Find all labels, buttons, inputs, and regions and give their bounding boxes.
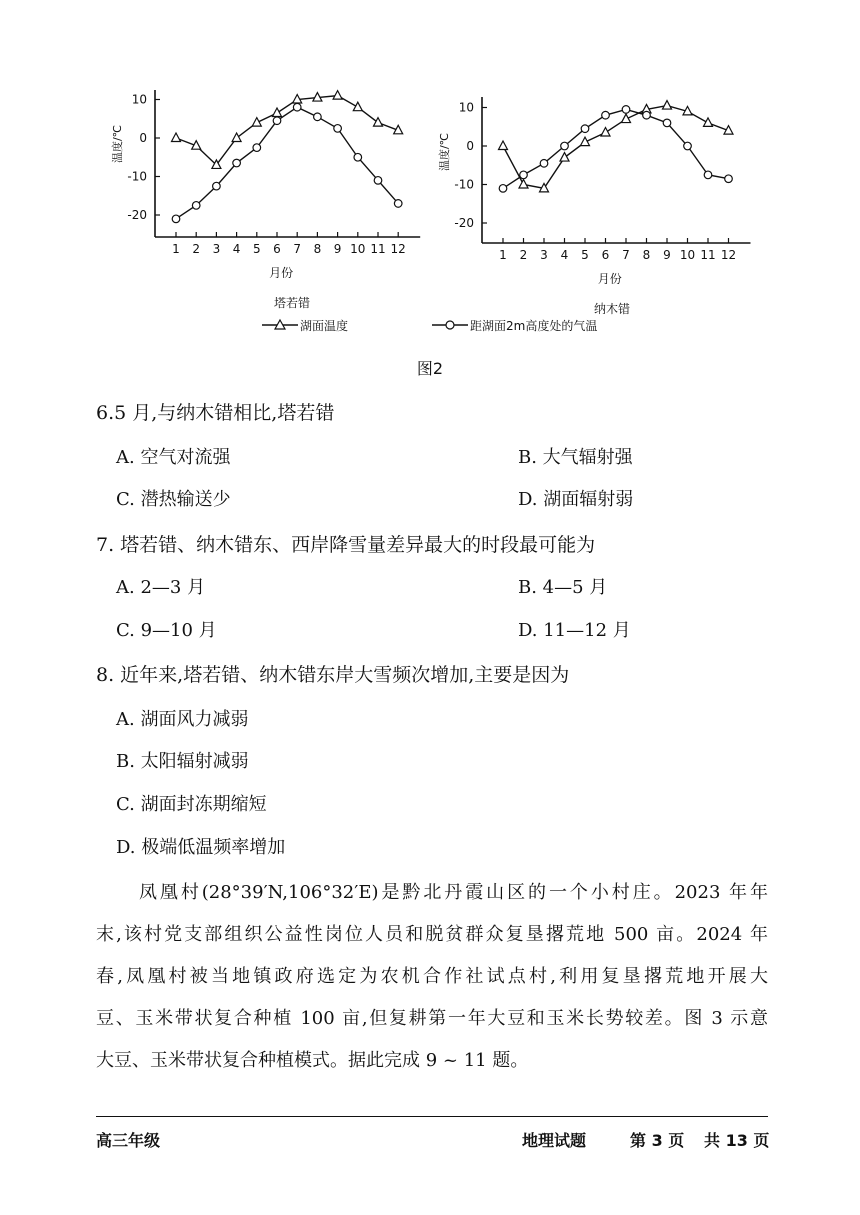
question-6-option-d: D. 湖面辐射弱 xyxy=(518,489,634,510)
lake-surface-temp-point xyxy=(333,91,342,100)
lake-surface-temp-line xyxy=(176,96,398,165)
y-tick-label: 10 xyxy=(131,92,147,107)
x-tick-label: 11 xyxy=(700,248,716,262)
x-tick-label: 8 xyxy=(313,242,322,256)
air-temp-point xyxy=(273,117,281,125)
x-tick-label: 12 xyxy=(390,242,406,256)
x-tick-label: 1 xyxy=(172,242,180,256)
x-tick-label: 7 xyxy=(622,248,630,262)
legend-circle-label: 距湖面2m高度处的气温 xyxy=(470,319,598,333)
passage-line-5: 大豆、玉米带状复合种植模式。据此完成 9 ~ 11 题。 xyxy=(96,1050,529,1071)
question-7-stem: 7. 塔若错、纳木错东、西岸降雪量差异最大的时段最可能为 xyxy=(96,534,596,556)
lake-surface-temp-point xyxy=(704,118,713,127)
lake-surface-temp-point xyxy=(273,108,282,117)
chart-title: 纳木错 xyxy=(593,302,631,316)
air-temp-point xyxy=(704,171,712,179)
legend xyxy=(262,318,597,333)
x-tick-label: 10 xyxy=(679,248,696,262)
air-temp-point xyxy=(520,171,528,179)
lake-surface-temp-point xyxy=(663,101,672,110)
x-tick-label: 2 xyxy=(192,242,201,256)
passage-line-3: 春,凤凰村被当地镇政府选定为农机合作社试点村,利用复垦撂荒地开展大 xyxy=(96,966,768,987)
x-tick-label: 1 xyxy=(499,248,507,262)
question-7-option-d: D. 11—12 月 xyxy=(518,620,631,641)
question-8-option-c: C. 湖面封冻期缩短 xyxy=(116,794,267,815)
x-tick-label: 4 xyxy=(232,242,241,256)
question-6-stem: 6.5 月,与纳木错相比,塔若错 xyxy=(96,402,335,424)
lake-surface-temp-point xyxy=(232,133,241,142)
air-temp-point xyxy=(293,103,301,111)
y-axis-label: 温度/℃ xyxy=(111,124,124,164)
y-tick-label: 0 xyxy=(466,139,474,153)
air-temp-point xyxy=(394,200,402,208)
lake-surface-temp-point xyxy=(499,141,508,150)
air-temp-point xyxy=(213,182,221,190)
lake-surface-temp-point xyxy=(172,133,181,142)
passage xyxy=(96,872,768,1082)
question-7-option-c: C. 9—10 月 xyxy=(116,620,217,641)
footer-page: 第 3 页 xyxy=(630,1131,685,1150)
passage-line-2: 末,该村党支部组织公益性岗位人员和脱贫群众复垦撂荒地 500 亩。2024 年 xyxy=(96,924,768,945)
x-tick-label: 4 xyxy=(560,248,569,262)
y-tick-label: -10 xyxy=(127,169,147,184)
legend-circle-marker xyxy=(446,321,454,329)
air-temp-point xyxy=(643,111,651,119)
air-temp-point xyxy=(540,160,548,168)
air-temp-point xyxy=(314,113,322,121)
x-tick-label: 9 xyxy=(333,242,342,256)
question-7-option-a: A. 2—3 月 xyxy=(116,577,206,598)
air-temp-point xyxy=(192,202,200,210)
x-tick-label: 3 xyxy=(212,242,221,256)
y-tick-label: -20 xyxy=(127,208,147,222)
air-temp-point xyxy=(622,106,630,114)
question-6-option-a: A. 空气对流强 xyxy=(116,447,231,468)
x-tick-label: 6 xyxy=(601,248,610,262)
air-temp-point xyxy=(354,153,362,161)
footer-subject: 地理试题 xyxy=(522,1131,587,1150)
x-tick-label: 10 xyxy=(350,242,366,256)
lake-surface-temp-point xyxy=(519,180,528,189)
x-tick-label: 5 xyxy=(581,248,589,262)
air-temp-point xyxy=(499,185,507,193)
passage-line-1: 凤凰村(28°39′N,106°32′E)是黔北丹霞山区的一个小村庄。2023 年年 xyxy=(136,882,768,903)
air-temp-point xyxy=(253,144,261,152)
chart-title: 塔若错 xyxy=(273,296,311,310)
footer-grade: 高三年级 xyxy=(96,1131,161,1150)
lake-surface-temp-point xyxy=(560,153,569,162)
lake-surface-temp-point xyxy=(353,102,362,111)
question-8-option-d: D. 极端低温频率增加 xyxy=(116,837,286,858)
x-axis-label: 月份 xyxy=(597,272,622,286)
air-temp-point xyxy=(663,119,671,127)
x-tick-label: 7 xyxy=(293,242,302,256)
legend-triangle-label: 湖面温度 xyxy=(300,319,349,333)
footer-rule xyxy=(96,1116,768,1117)
x-tick-label: 8 xyxy=(642,248,651,262)
lake-surface-temp-line xyxy=(503,106,729,189)
x-tick-label: 3 xyxy=(540,248,548,262)
air-temp-line xyxy=(176,107,398,219)
question-6-option-b: B. 大气辐射强 xyxy=(518,447,633,468)
air-temp-point xyxy=(172,215,180,223)
x-tick-label: 12 xyxy=(720,248,737,262)
lake-surface-temp-point xyxy=(374,118,383,127)
footer-total: 共 13 页 xyxy=(704,1131,770,1150)
air-temp-point xyxy=(334,125,342,133)
air-temp-point xyxy=(581,125,589,133)
question-8-stem: 8. 近年来,塔若错、纳木错东岸大雪频次增加,主要是因为 xyxy=(96,664,570,686)
chart-taruocuo xyxy=(110,90,420,310)
y-tick-label: 10 xyxy=(458,100,474,115)
x-tick-label: 6 xyxy=(273,242,281,256)
y-tick-label: -10 xyxy=(454,177,474,192)
air-temp-point xyxy=(725,175,733,183)
x-tick-label: 11 xyxy=(370,242,386,256)
x-axis-label: 月份 xyxy=(269,266,294,280)
question-7-option-b: B. 4—5 月 xyxy=(518,577,608,598)
y-axis-label: 温度/℃ xyxy=(438,132,451,172)
air-temp-point xyxy=(602,111,610,119)
air-temp-line xyxy=(503,109,729,188)
air-temp-point xyxy=(561,142,569,150)
x-tick-label: 9 xyxy=(663,248,671,262)
chart-namucuo xyxy=(437,97,751,316)
question-8-option-b: B. 太阳辐射减弱 xyxy=(116,751,249,772)
figure-caption: 图2 xyxy=(416,359,444,378)
x-tick-label: 2 xyxy=(519,248,528,262)
question-6-option-c: C. 潜热输送少 xyxy=(116,489,231,510)
question-8-option-a: A. 湖面风力减弱 xyxy=(116,709,249,730)
figure-2-charts xyxy=(0,60,860,400)
air-temp-point xyxy=(374,177,382,185)
x-tick-label: 5 xyxy=(252,242,261,256)
passage-line-4: 豆、玉米带状复合种植 100 亩,但复耕第一年大豆和玉米长势较差。图 3 示意 xyxy=(96,1008,768,1029)
lake-surface-temp-point xyxy=(601,128,610,136)
y-tick-label: -20 xyxy=(454,216,474,230)
y-tick-label: 0 xyxy=(139,131,147,145)
air-temp-point xyxy=(233,159,241,167)
air-temp-point xyxy=(684,142,692,150)
